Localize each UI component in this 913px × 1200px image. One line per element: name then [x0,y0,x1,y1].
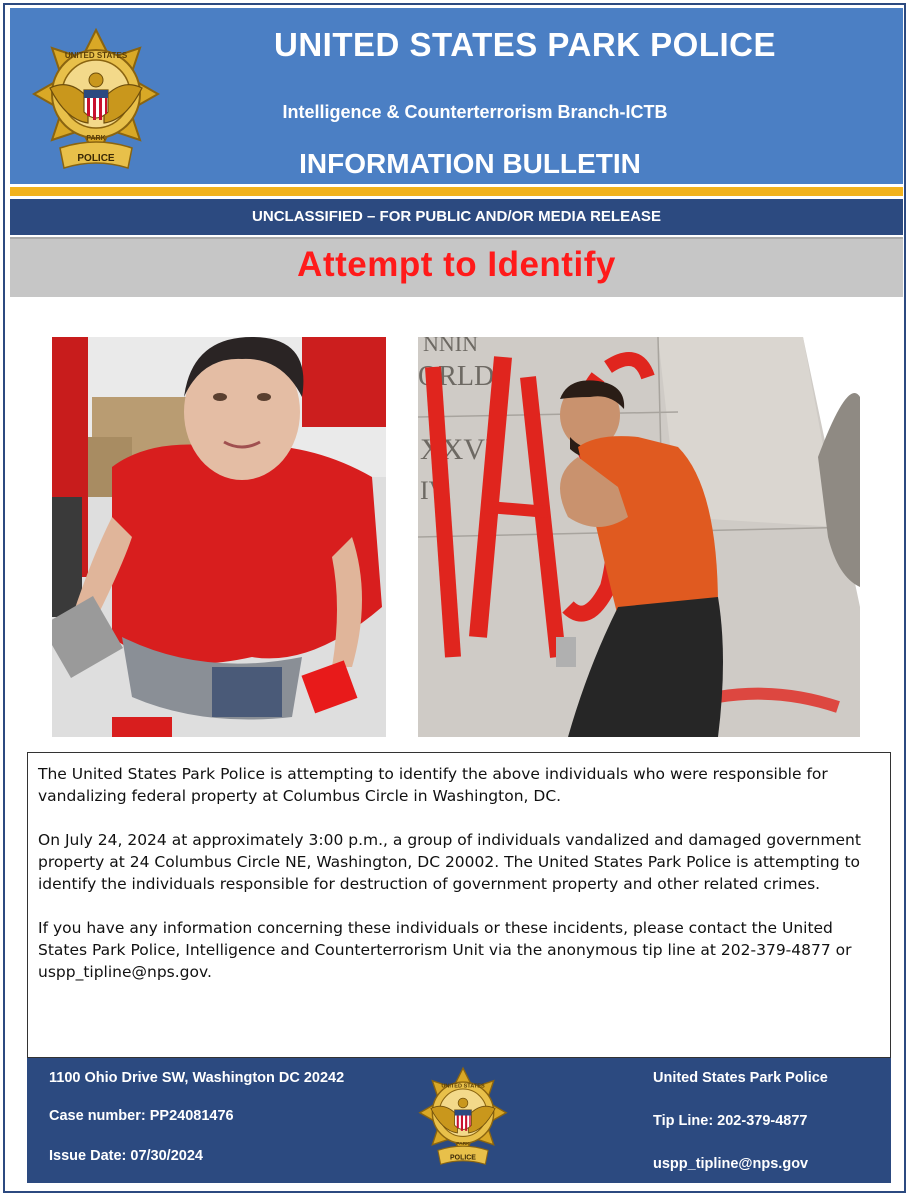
wall-inscription-line1: NNIN [423,337,478,356]
wall-inscription-line2: ORLD [418,361,495,392]
footer-badge-top-text: UNITED STATES [441,1083,485,1090]
footer-case-number: Case number: PP24081476 [49,1108,234,1124]
footer-badge-bottom-text: POLICE [450,1154,476,1162]
footer-agency: United States Park Police [653,1070,828,1086]
banner-title: Attempt to Identify [10,237,903,297]
header [10,8,903,184]
paragraph-1: The United States Park Police is attempting to identify the above individuals who were responsible for vandalizing federal property at Columbus Circle in Washington, DC. [38,765,828,805]
footer-badge-icon [417,1062,509,1176]
gold-divider [10,187,903,196]
badge-top-text: UNITED STATES [64,51,128,60]
badge-bottom-text: POLICE [77,153,115,164]
footer-email-link[interactable]: uspp_tipline@nps.gov [653,1156,809,1172]
badge-middle-text: PARK [86,135,106,142]
suspect-photo-1 [52,337,386,737]
wall-inscription-line4: IV [420,476,448,505]
wall-inscription-line3: XXVI [420,433,495,466]
footer-issue-date: Issue Date: 07/30/2024 [49,1148,203,1164]
paragraph-3: If you have any information concerning these individuals or these incidents, please contact the United States Park Police, Intelligence and Counterterrorism Unit via the anonymous tip line at 202-379-4877 or uspp_tipline@nps.gov. [38,919,852,981]
footer-badge-middle-text: PARK [456,1141,470,1147]
footer-address: 1100 Ohio Drive SW, Washington DC 20242 [49,1070,345,1086]
header-title: UNITED STATES PARK POLICE [273,26,777,63]
paragraph-2: On July 24, 2024 at approximately 3:00 p.m., a group of individuals vandalized and damaged government property at 24 Columbus Circle NE, Washington, DC 20002. The United States Park Police is attempting to identify the individuals responsible for destruction of government property and other related crimes. [38,831,861,893]
header-bulletin: INFORMATION BULLETIN [299,148,641,179]
classification-bar: UNCLASSIFIED – FOR PUBLIC AND/OR MEDIA RELEASE [10,199,903,235]
footer-tip-line[interactable]: Tip Line: 202-379-4877 [653,1113,808,1129]
header-subtitle: Intelligence & Counterterrorism Branch-ICTB [282,102,668,122]
park-police-badge-icon [30,28,162,178]
description-box [27,752,891,1058]
suspect-photo-2 [418,337,860,737]
footer [27,1058,891,1183]
